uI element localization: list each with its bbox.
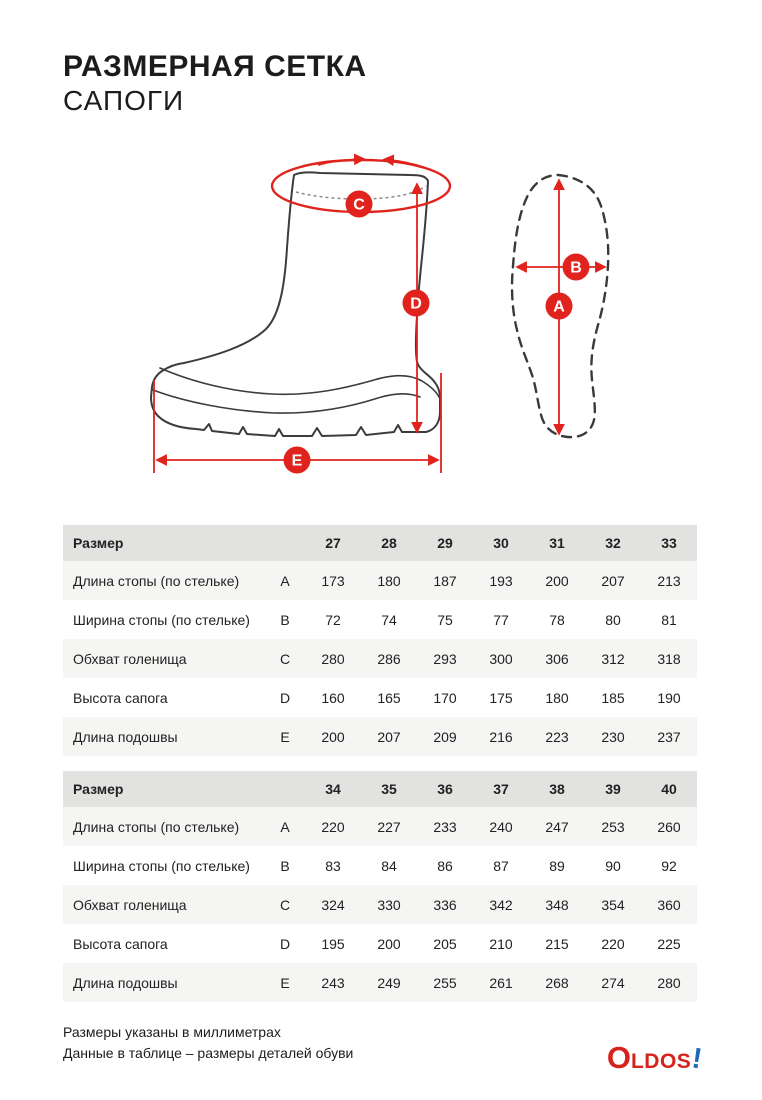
cell-value: 80 xyxy=(605,611,621,628)
size-column-header: 34 xyxy=(325,781,341,797)
cell-value: 220 xyxy=(321,818,345,835)
cell-value: 233 xyxy=(433,818,457,835)
row-label: Обхват голенища xyxy=(73,650,187,667)
cell-value: 243 xyxy=(321,974,345,991)
row-letter: A xyxy=(280,818,290,835)
page-title-sub: САПОГИ xyxy=(63,85,185,116)
cell-value: 180 xyxy=(377,572,401,589)
cell-value: 72 xyxy=(325,611,341,628)
cell-value: 193 xyxy=(489,572,513,589)
size-column-header: 33 xyxy=(661,535,677,551)
cell-value: 330 xyxy=(377,896,401,913)
size-table-34-40 xyxy=(63,771,697,1002)
cell-value: 165 xyxy=(377,689,401,706)
size-column-header: 36 xyxy=(437,781,453,797)
cell-value: 200 xyxy=(377,935,401,952)
row-letter: C xyxy=(279,896,291,913)
cell-value: 185 xyxy=(601,689,625,706)
cell-value: 348 xyxy=(545,896,569,913)
size-column-header: 32 xyxy=(605,535,621,551)
cell-value: 190 xyxy=(657,689,681,706)
boot-sole-line-lower xyxy=(153,390,420,413)
svg-text:D: D xyxy=(410,295,422,313)
size-column-header: 40 xyxy=(661,781,677,797)
table-row xyxy=(63,678,697,717)
cell-value: 74 xyxy=(381,611,397,628)
size-column-header: 38 xyxy=(549,781,565,797)
cell-value: 170 xyxy=(433,689,457,706)
cell-value: 286 xyxy=(377,650,401,667)
cell-value: 173 xyxy=(321,572,345,589)
size-header-spacer xyxy=(265,525,305,561)
cell-value: 75 xyxy=(437,611,453,628)
cell-value: 205 xyxy=(433,935,457,952)
cell-value: 160 xyxy=(321,689,345,706)
table-row xyxy=(63,807,697,846)
size-tables xyxy=(63,525,693,1002)
cell-value: 293 xyxy=(433,650,457,667)
logo-letter-o: O xyxy=(606,1040,631,1075)
cell-value: 215 xyxy=(545,935,569,952)
page-title xyxy=(63,50,367,117)
row-letter: C xyxy=(279,650,291,667)
row-label: Ширина стопы (по стельке) xyxy=(73,857,250,874)
row-label: Длина стопы (по стельке) xyxy=(73,572,240,589)
cell-value: 87 xyxy=(493,857,509,874)
row-letter: E xyxy=(280,728,290,745)
row-letter: D xyxy=(279,689,291,706)
cell-value: 240 xyxy=(489,818,513,835)
row-letter: E xyxy=(280,974,290,991)
table-header-row xyxy=(63,771,697,807)
row-label: Высота сапога xyxy=(73,689,168,706)
cell-value: 83 xyxy=(325,857,341,874)
cell-value: 200 xyxy=(545,572,569,589)
cell-value: 268 xyxy=(545,974,569,991)
row-label: Длина подошвы xyxy=(73,974,178,991)
cell-value: 336 xyxy=(433,896,457,913)
cell-value: 225 xyxy=(657,935,681,952)
svg-text:B: B xyxy=(570,259,582,277)
cell-value: 342 xyxy=(489,896,513,913)
cell-value: 213 xyxy=(657,572,681,589)
cell-value: 354 xyxy=(601,896,625,913)
row-label: Обхват голенища xyxy=(73,896,187,913)
table-row xyxy=(63,600,697,639)
table-row xyxy=(63,885,697,924)
size-column-header: 28 xyxy=(381,535,397,551)
cell-value: 90 xyxy=(605,857,621,874)
badge-b xyxy=(563,254,590,281)
row-label: Высота сапога xyxy=(73,935,168,952)
cell-value: 223 xyxy=(545,728,569,745)
cell-value: 89 xyxy=(549,857,565,874)
cell-value: 180 xyxy=(545,689,569,706)
cell-value: 210 xyxy=(489,935,513,952)
cell-value: 175 xyxy=(489,689,513,706)
row-letter: D xyxy=(279,935,291,952)
row-label: Длина подошвы xyxy=(73,728,178,745)
footnote-units: Размеры указаны в миллиметрах xyxy=(63,1024,281,1040)
svg-text:C: C xyxy=(353,196,365,214)
boot-diagram-svg xyxy=(0,140,762,490)
cell-value: 81 xyxy=(661,611,677,628)
size-column-header: 27 xyxy=(325,535,341,551)
logo-exclamation: ! xyxy=(689,1042,705,1076)
cell-value: 78 xyxy=(549,611,565,628)
svg-text:E: E xyxy=(291,452,303,470)
size-header-label: Размер xyxy=(73,781,124,797)
table-row xyxy=(63,846,697,885)
cell-value: 220 xyxy=(601,935,625,952)
cell-value: 207 xyxy=(601,572,625,589)
cell-value: 187 xyxy=(433,572,457,589)
row-letter: B xyxy=(280,857,290,874)
cell-value: 312 xyxy=(601,650,625,667)
logo-letters: LDOS xyxy=(630,1050,692,1073)
table-row xyxy=(63,924,697,963)
cell-value: 92 xyxy=(661,857,677,874)
size-column-header: 30 xyxy=(493,535,509,551)
size-header-spacer xyxy=(265,771,305,807)
cell-value: 227 xyxy=(377,818,401,835)
size-column-header: 35 xyxy=(381,781,397,797)
badge-e xyxy=(284,447,311,474)
badge-c xyxy=(346,191,373,218)
cell-value: 86 xyxy=(437,857,453,874)
footnote-details: Данные в таблице – размеры деталей обуви xyxy=(63,1045,354,1061)
size-header-label: Размер xyxy=(73,535,124,551)
cell-value: 318 xyxy=(657,650,681,667)
table-row xyxy=(63,561,697,600)
badge-d xyxy=(403,290,430,317)
oldos-logo xyxy=(606,1040,705,1076)
boot-outline xyxy=(151,172,440,436)
cell-value: 247 xyxy=(545,818,569,835)
boot-sole-line-upper xyxy=(160,368,439,397)
size-column-header: 31 xyxy=(549,535,565,551)
size-column-header: 29 xyxy=(437,535,453,551)
cell-value: 324 xyxy=(321,896,345,913)
cell-value: 360 xyxy=(657,896,681,913)
size-table-27-33 xyxy=(63,525,697,756)
footnotes xyxy=(63,1022,353,1064)
svg-text:A: A xyxy=(553,298,565,316)
cell-value: 280 xyxy=(321,650,345,667)
cell-value: 261 xyxy=(489,974,513,991)
cell-value: 207 xyxy=(377,728,401,745)
size-column-header: 37 xyxy=(493,781,509,797)
cell-value: 84 xyxy=(381,857,397,874)
cell-value: 249 xyxy=(377,974,401,991)
row-letter: B xyxy=(280,611,290,628)
page-title-main: РАЗМЕРНАЯ СЕТКА xyxy=(63,50,367,83)
cell-value: 195 xyxy=(321,935,345,952)
cell-value: 230 xyxy=(601,728,625,745)
cell-value: 216 xyxy=(489,728,513,745)
table-header-row xyxy=(63,525,697,561)
cell-value: 280 xyxy=(657,974,681,991)
table-row xyxy=(63,963,697,1002)
cell-value: 274 xyxy=(601,974,625,991)
cell-value: 306 xyxy=(545,650,569,667)
cell-value: 300 xyxy=(489,650,513,667)
cell-value: 209 xyxy=(433,728,457,745)
cell-value: 200 xyxy=(321,728,345,745)
size-column-header: 39 xyxy=(605,781,621,797)
cell-value: 237 xyxy=(657,728,681,745)
cell-value: 255 xyxy=(433,974,457,991)
cell-value: 253 xyxy=(601,818,625,835)
row-letter: A xyxy=(280,572,290,589)
table-row xyxy=(63,717,697,756)
cell-value: 260 xyxy=(657,818,681,835)
badge-a xyxy=(546,293,573,320)
row-label: Длина стопы (по стельке) xyxy=(73,818,240,835)
table-row xyxy=(63,639,697,678)
row-label: Ширина стопы (по стельке) xyxy=(73,611,250,628)
cell-value: 77 xyxy=(493,611,509,628)
boot-measurement-diagram xyxy=(0,140,762,490)
